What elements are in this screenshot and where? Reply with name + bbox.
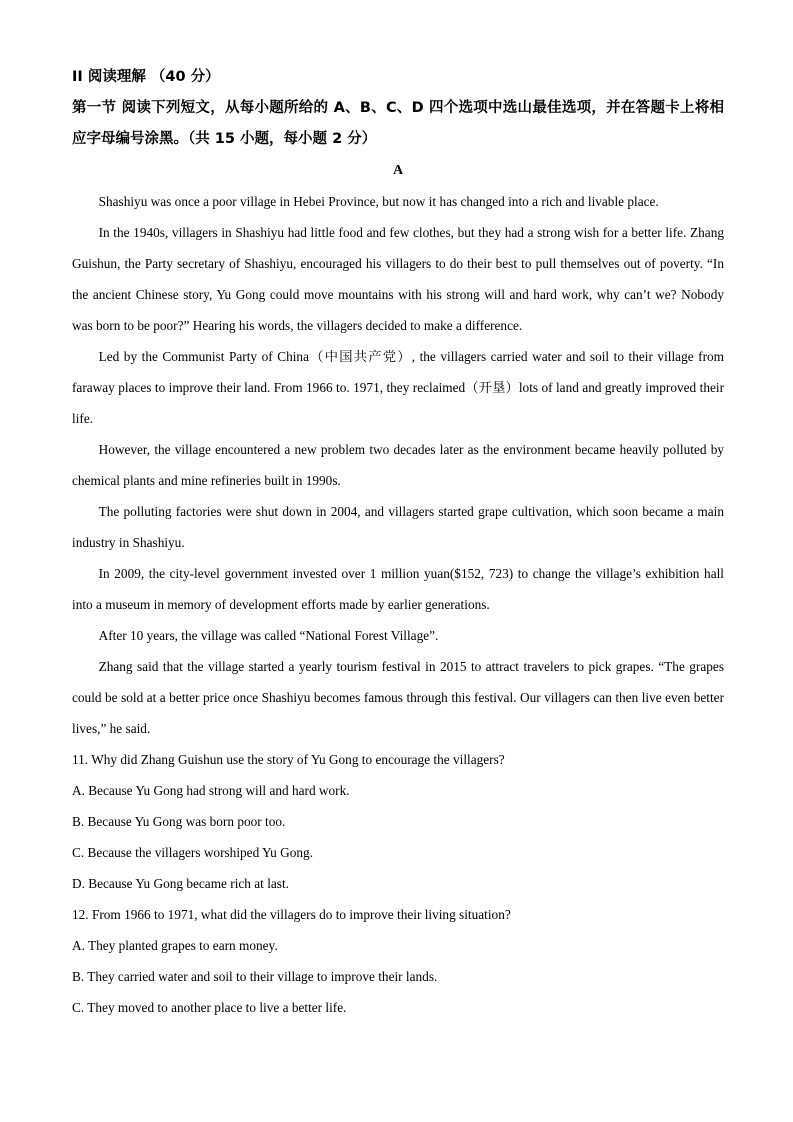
passage-paragraph: In 2009, the city-level government invested over 1 million yuan($152, 723) to change the village’s exhibition hall into a museum in memory of development efforts made by earlier generations. — [72, 566, 724, 612]
answer-option: C. Because the villagers worshiped Yu Gong. — [72, 845, 314, 860]
passage-paragraph: Zhang said that the village started a yearly tourism festival in 2015 to attract travelers to pick grapes. “The grapes could be sold at a better price once Shashiyu becomes famous through this festival. Our villagers can then live even better lives,” he said. — [72, 659, 724, 736]
passage-paragraph: The polluting factories were shut down in 2004, and villagers started grape cultivation, which soon became a main industry in Shashiyu. — [72, 504, 724, 550]
answer-option: D. Because Yu Gong became rich at last. — [72, 876, 289, 891]
answer-option: A. They planted grapes to earn money. — [72, 938, 278, 953]
question-12 — [72, 899, 724, 1023]
answer-option: A. Because Yu Gong had strong will and hard work. — [72, 783, 350, 798]
passage-paragraph: Led by the Communist Party of China（中国共产党）, the villagers carried water and soil to their village from faraway places to improve their land. From 1966 to. 1971, they reclaimed（开垦）lots of land and greatly improved their life. — [72, 349, 724, 426]
question-text: 11. Why did Zhang Guishun use the story of Yu Gong to encourage the villagers? — [72, 752, 505, 767]
section-instruction: 第一节 阅读下列短文，从每小题所给的 A、B、C、D 四个选项中选山最佳选项，并在答题卡上将相应字母编号涂黑。（共 15 小题，每小题 2 分） — [72, 100, 724, 147]
answer-option: C. They moved to another place to live a better life. — [72, 1000, 347, 1015]
passage-paragraph: In the 1940s, villagers in Shashiyu had little food and few clothes, but they had a strong wish for a better life. Zhang Guishun, the Party secretary of Shashiyu, encouraged his villagers to do their best to pull themselves out of poverty. “In the ancient Chinese story, Yu Gong could move mountains with his strong will and hard work, why can’t we? Nobody was born to be poor?” Hearing his words, the villagers decided to make a difference. — [72, 225, 724, 333]
passage-paragraph: However, the village encountered a new problem two decades later as the environment became heavily polluted by chemical plants and mine refineries built in 1990s. — [72, 442, 724, 488]
passage-paragraph: After 10 years, the village was called “National Forest Village”. — [98, 628, 439, 643]
exam-page — [72, 62, 724, 1023]
passage-body — [72, 186, 724, 744]
passage-label: A — [392, 163, 404, 178]
answer-option: B. Because Yu Gong was born poor too. — [72, 814, 286, 829]
passage-paragraph: Shashiyu was once a poor village in Hebei Province, but now it has changed into a rich and livable place. — [98, 194, 659, 209]
question-text: 12. From 1966 to 1971, what did the villagers do to improve their living situation? — [72, 907, 511, 922]
answer-option: B. They carried water and soil to their village to improve their lands. — [72, 969, 438, 984]
question-11 — [72, 744, 724, 899]
section-title: II 阅读理解 （40 分） — [72, 69, 220, 85]
